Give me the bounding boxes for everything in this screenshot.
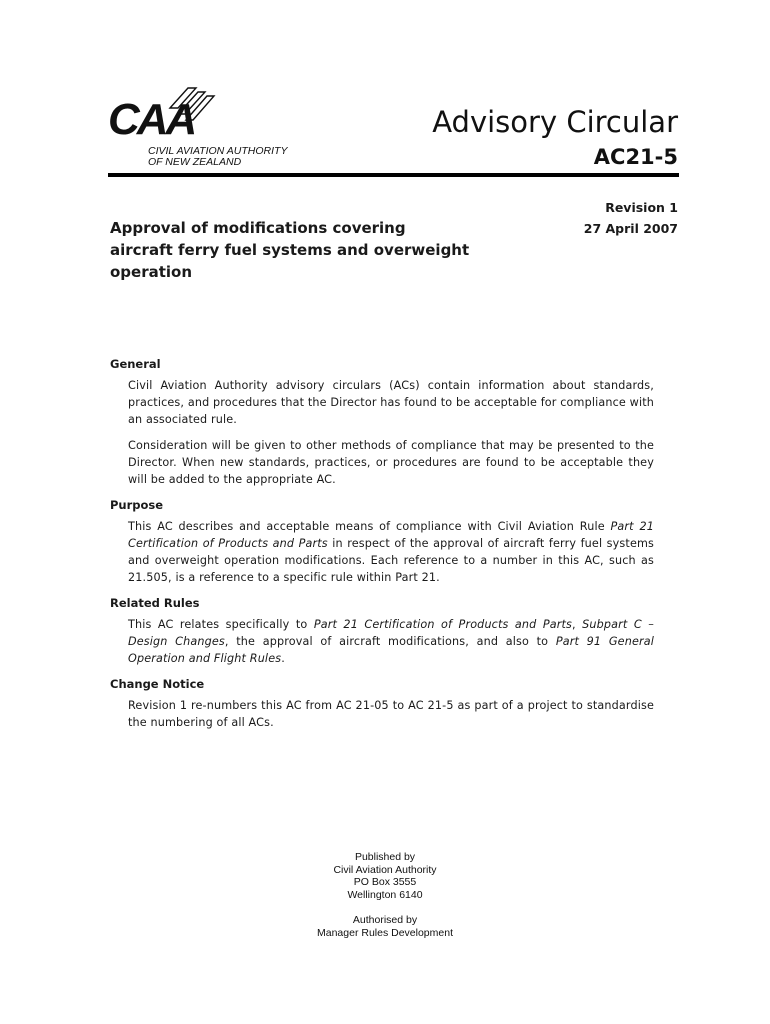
document-number: AC21-5 [593,145,678,169]
header-rule [108,173,679,177]
text-run: in respect of the approval of aircraft ferry fuel systems and overweight operation modifications. Each reference to a number in this AC, such as 21.505, is a reference to a specific rule within Part 21. [128,537,655,584]
published-by-label: Published by [354,851,416,863]
text-run: This AC relates specifically to [128,618,314,631]
section-heading: General [110,357,161,371]
section-purpose [110,497,654,586]
body-content [110,356,654,740]
section-related-rules [110,595,654,667]
logo-wordmark: CAA [108,95,195,144]
authorised-by-label: Authorised by [352,914,418,926]
issue-date: 27 April 2007 [583,221,678,236]
text-run: . [281,652,285,665]
publisher-po-box: PO Box 3555 [353,876,417,888]
rule-reference: Part 21 Certification of Products and Parts [128,520,654,550]
section-heading: Change Notice [110,677,205,691]
publisher-city: Wellington 6140 [347,888,423,901]
rule-reference: Subpart C – Design Changes [128,618,655,648]
logo-org-line1: CIVIL AVIATION AUTHORITY [148,145,288,157]
section-general [110,356,654,488]
document-title: Approval of modifications covering aircraft ferry fuel systems and overweight operation [110,219,470,281]
paragraph [128,518,654,586]
publication-footer [0,851,770,939]
paragraph: Civil Aviation Authority advisory circulars (ACs) contain information about standards, practices, and procedures that the Director has found to be acceptable for compliance with an associated rule. [128,379,654,426]
section-change-notice [110,676,654,731]
section-heading: Related Rules [110,596,200,610]
text-run: , [572,618,583,631]
document-type: Advisory Circular [432,105,678,139]
text-run: , the approval of aircraft modifications, and also to [224,635,556,648]
logo-org-line2: OF NEW ZEALAND [148,156,242,168]
authoriser: Manager Rules Development [317,926,453,939]
section-heading: Purpose [110,498,164,512]
text-run: This AC describes and acceptable means of compliance with Civil Aviation Rule [128,520,611,533]
revision-label: Revision 1 [605,200,678,215]
caa-logo [108,86,298,170]
paragraph [128,616,654,667]
rule-reference: Part 21 Certification of Products and Parts [313,618,573,631]
footer-spacer [0,901,770,914]
paragraph: Revision 1 re-numbers this AC from AC 21-05 to AC 21-5 as part of a project to standardise the numbering of all ACs. [128,699,654,729]
publisher-org: Civil Aviation Authority [333,863,437,876]
paragraph: Consideration will be given to other methods of compliance that may be presented to the Director. When new standards, practices, or procedures are found to be acceptable they will be added to the appropriate AC. [128,439,654,486]
rule-reference: Part 91 General Operation and Flight Rules [128,635,654,665]
